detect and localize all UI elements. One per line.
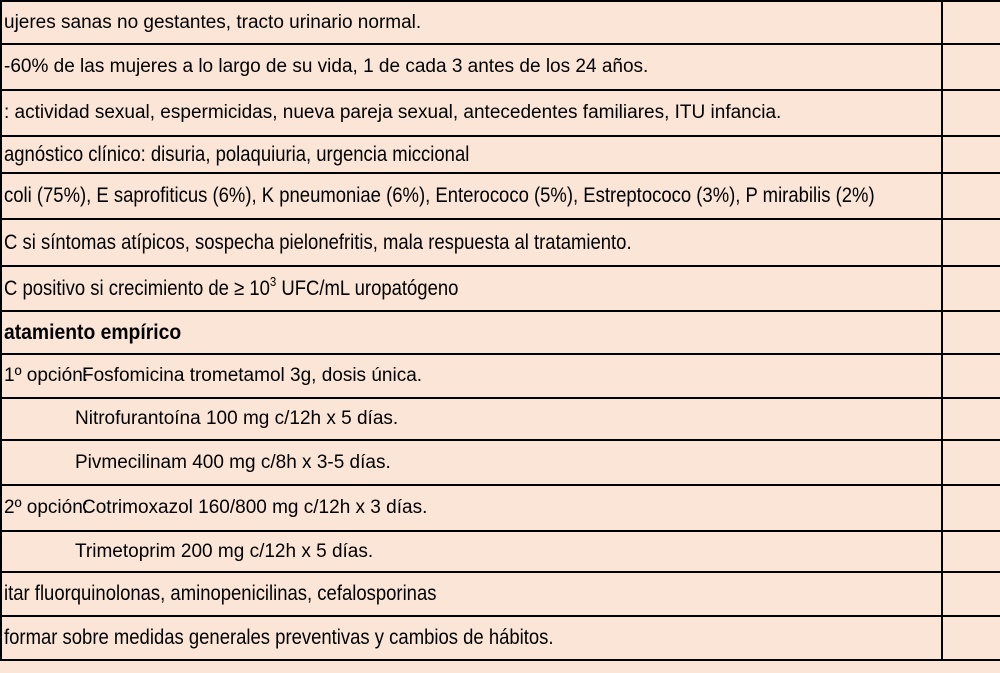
row-text: Nitrofurantoína 100 mg c/12h x 5 días. [75, 408, 399, 429]
table-row [2, 267, 1000, 312]
drug-text-cell [75, 408, 398, 430]
table-row [2, 174, 1000, 220]
row-text-cell [4, 143, 533, 167]
table-row [2, 91, 1000, 137]
row-text: Trimetoprim 200 mg c/12h x 5 días. [75, 540, 374, 562]
column-divider-line [941, 0, 943, 661]
table-row [2, 45, 1000, 91]
row-text-post: UFC/mL uropatógeno [276, 276, 459, 300]
table-row [2, 617, 1000, 661]
drug-text-cell [75, 541, 373, 563]
table-row [2, 573, 1000, 617]
row-text: coli (75%), E saprofiticus (6%), K pneumoniae (6%), Enterococo (5%), Estreptococo (3%), P mirabilis (2%) [4, 184, 875, 207]
row-text-cell [4, 231, 717, 255]
row-text-cell [4, 56, 648, 78]
table-row [2, 399, 1000, 441]
row-text [4, 273, 459, 301]
row-text: ujeres sanas no gestantes, tracto urinario normal. [4, 11, 422, 33]
row-text: itar fluorquinolonas, aminopenicilinas, cefalosporinas [4, 582, 437, 605]
row-text: atamiento empírico [4, 320, 182, 344]
row-text: formar sobre medidas generales preventivas y cambios de hábitos. [4, 626, 554, 649]
row-text: agnóstico clínico: disuria, polaquiuria, urgencia miccional [4, 142, 470, 166]
table-row [2, 312, 1000, 355]
row-text-cell [4, 273, 520, 301]
row-text: C si síntomas atípicos, sospecha pielonefritis, mala respuesta al tratamiento. [4, 230, 632, 254]
option-value: Cotrimoxazol 160/800 mg c/12h x 3 días. [82, 497, 428, 518]
table-row [2, 137, 1000, 174]
row-text-cell [4, 321, 197, 345]
row-text-cell [4, 626, 628, 650]
option-label: 2º opción: [4, 497, 89, 518]
drug-text-cell [75, 452, 391, 474]
table-row [2, 2, 1000, 45]
row-text-pre: C positivo si crecimiento de ≥ 10 [4, 276, 270, 300]
table-row [2, 220, 1000, 267]
row-text: Pivmecilinam 400 mg c/8h x 3-5 días. [75, 451, 391, 473]
row-text-cell [4, 184, 993, 208]
row-text: -60% de las mujeres a lo largo de su vida, 1 de cada 3 antes de los 24 años. [4, 56, 649, 77]
row-text: : actividad sexual, espermicidas, nueva pareja sexual, antecedentes familiares, ITU infancia. [4, 102, 782, 123]
table-row [2, 486, 1000, 532]
row-text-cell [4, 102, 781, 124]
row-text-cell [4, 582, 495, 606]
table-row [2, 355, 1000, 399]
table-row [2, 532, 1000, 573]
option-value: Fosfomicina trometamol 3g, dosis única. [82, 365, 423, 386]
row-text-cell [4, 12, 421, 34]
superscript-exponent: 3 [269, 273, 277, 289]
table-row [2, 441, 1000, 486]
option-label: 1º opción: [4, 365, 89, 386]
